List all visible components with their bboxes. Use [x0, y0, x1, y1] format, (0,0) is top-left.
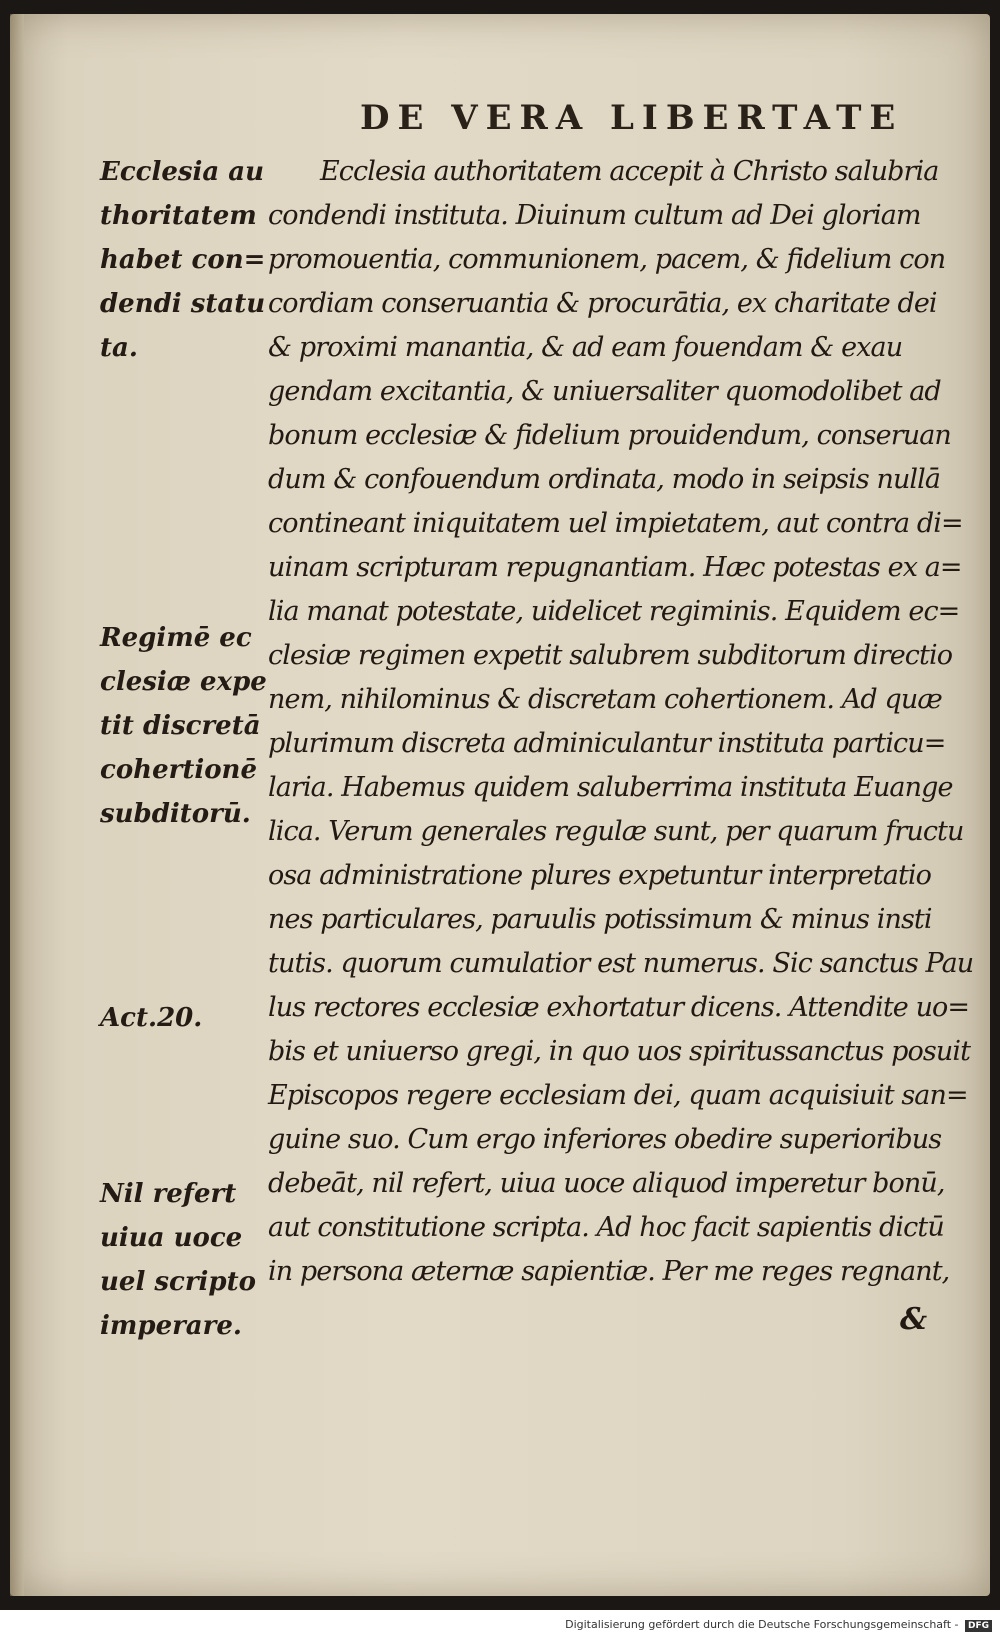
- text-line: bis et uniuerso gregi, in quo uos spiritussanctus posuit: [268, 1036, 971, 1067]
- text-line: lia manat potestate, uidelicet regiminis. Equidem ec=: [268, 596, 960, 627]
- text-line: laria. Habemus quidem saluberrima instituta Euange: [268, 772, 953, 803]
- text-line: condendi instituta. Diuinum cultum ad Dei gloriam: [268, 200, 921, 231]
- marginal-note-line: subditorū.: [100, 799, 251, 829]
- scan-bottom-edge: [0, 1596, 1000, 1610]
- text-line: guine suo. Cum ergo inferiores obedire superioribus: [268, 1124, 942, 1155]
- text-line: in persona æternæ sapientiæ. Per me reges regnant,: [268, 1256, 950, 1287]
- text-line: Ecclesia authoritatem accepit à Christo salubria: [320, 156, 939, 187]
- marginal-note-line: Nil refert: [100, 1179, 237, 1209]
- marginal-note-line: imperare.: [100, 1311, 242, 1341]
- text-line: cordiam conseruantia & procurātia, ex charitate dei: [268, 288, 937, 319]
- funding-footer: [565, 1618, 992, 1632]
- text-line: aut constitutione scripta. Ad hoc facit sapientis dictū: [268, 1212, 944, 1243]
- text-line: dum & confouendum ordinata, modo in seipsis nullā: [268, 464, 941, 495]
- marginal-note: [100, 616, 267, 836]
- marginal-note-line: clesiæ expe: [100, 667, 267, 697]
- marginal-note-line: Regimē ec: [100, 623, 252, 653]
- text-line: & proximi manantia, & ad eam fouendam & exau: [268, 332, 903, 363]
- text-line: debeāt, nil refert, uiua uoce aliquod imperetur bonū,: [268, 1168, 945, 1199]
- marginal-note-line: Ecclesia au: [100, 157, 265, 187]
- text-line: gendam excitantia, & uniuersaliter quomodolibet ad: [268, 376, 941, 407]
- marginal-note-line: cohertionē: [100, 755, 257, 785]
- text-line: nem, nihilominus & discretam cohertionem. Ad quæ: [268, 684, 942, 715]
- marginal-note-line: tit discretā: [100, 711, 261, 741]
- text-line: Episcopos regere ecclesiam dei, quam acquisiuit san=: [268, 1080, 968, 1111]
- text-line: promouentia, communionem, pacem, & fidelium con: [268, 244, 946, 275]
- marginal-note-line: Act.20.: [100, 1003, 203, 1033]
- marginal-note-line: uiua uoce: [100, 1223, 243, 1253]
- text-line: plurimum discreta adminiculantur instituta particu=: [268, 728, 946, 759]
- marginal-note-line: dendi statu: [100, 289, 266, 319]
- marginal-note-line: ta.: [100, 333, 138, 363]
- text-line: uinam scripturam repugnantiam. Hæc potestas ex a=: [268, 552, 962, 583]
- text-line: nes particulares, paruulis potissimum & minus insti: [268, 904, 932, 935]
- running-head: DE VERA LIBERTATE: [360, 98, 904, 138]
- footer-text: Digitalisierung gefördert durch die Deutsche Forschungsgemeinschaft -: [565, 1618, 959, 1631]
- marginal-note-line: thoritatem: [100, 201, 257, 231]
- marginal-note: [100, 150, 266, 370]
- text-line: lica. Verum generales regulæ sunt, per quarum fructu: [268, 816, 964, 847]
- marginal-note-line: habet con=: [100, 245, 266, 275]
- page-gutter: [10, 14, 24, 1596]
- text-line: bonum ecclesiæ & fidelium prouidendum, conseruan: [268, 420, 951, 451]
- text-line: clesiæ regimen expetit salubrem subditorum directio: [268, 640, 953, 671]
- catchword: &: [900, 1302, 928, 1337]
- body-text: [268, 150, 974, 1294]
- marginal-note: [100, 996, 260, 1040]
- marginal-note: [100, 1172, 260, 1348]
- marginal-note-line: uel scripto: [100, 1267, 256, 1297]
- text-line: lus rectores ecclesiæ exhortatur dicens. Attendite uo=: [268, 992, 970, 1023]
- text-line: contineant iniquitatem uel impietatem, aut contra di=: [268, 508, 963, 539]
- text-line: tutis. quorum cumulatior est numerus. Sic sanctus Pau: [268, 948, 974, 979]
- dfg-logo: DFG: [965, 1620, 992, 1632]
- text-line: osa administratione plures expetuntur interpretatio: [268, 860, 932, 891]
